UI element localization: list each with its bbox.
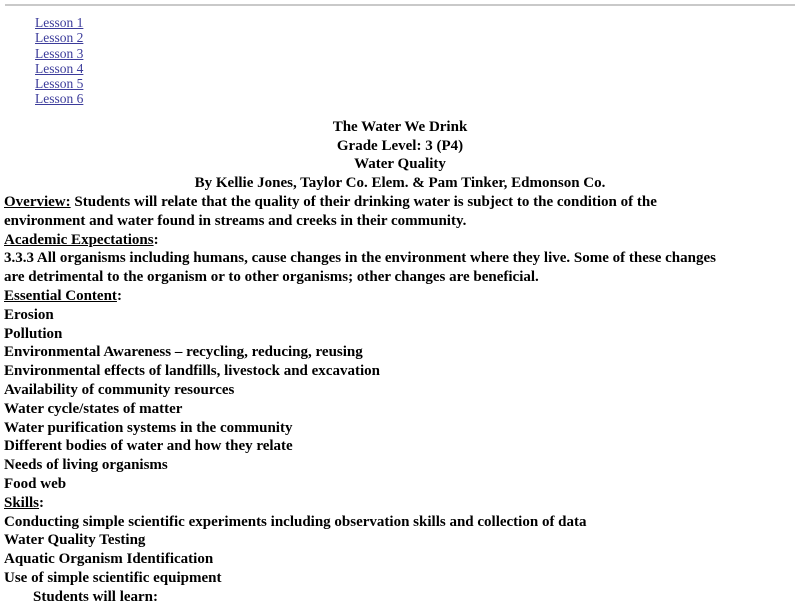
essential-content-item: Water cycle/states of matter (4, 400, 183, 417)
academic-expectations-label: Academic Expectations (4, 231, 154, 248)
essential-content-heading (0, 287, 800, 306)
doc-title: The Water We Drink (332, 118, 468, 135)
lesson-5-link[interactable]: Lesson 5 (35, 76, 84, 92)
academic-expectation-text-line: 3.3.3 All organisms including humans, cause changes in the environment where they live. Some of these changes (4, 250, 716, 267)
essential-content-item: Food web (4, 475, 67, 492)
byline: By Kellie Jones, Taylor Co. Elem. & Pam Tinker, Edmonson Co. (194, 175, 606, 192)
overview-text: Students will relate that the quality of their drinking water is subject to the condition of the (70, 193, 657, 210)
essential-content-item: Availability of community resources (4, 381, 235, 398)
grade-level: Grade Level: 3 (P4) (336, 137, 464, 154)
top-divider (5, 4, 795, 6)
lesson-6-link[interactable]: Lesson 6 (35, 91, 84, 107)
students-will-learn-line: Students will learn: (33, 588, 159, 605)
essential-content-item: Erosion (4, 306, 54, 323)
skills-heading (0, 494, 800, 513)
skills-item: Water Quality Testing (4, 532, 146, 549)
essential-content-item: Different bodies of water and how they relate (4, 438, 293, 455)
essential-content-item: Water purification systems in the community (4, 419, 293, 436)
essential-content-item: Pollution (4, 325, 63, 342)
essential-content-colon: : (116, 287, 122, 304)
lesson-plan-document (0, 118, 800, 607)
skills-label: Skills (4, 494, 40, 511)
overview-heading-line (0, 193, 800, 212)
essential-content-label: Essential Content (4, 287, 117, 304)
essential-content-item: Environmental effects of landfills, livestock and excavation (4, 363, 380, 380)
essential-content-item: Environmental Awareness – recycling, reducing, reusing (4, 344, 363, 361)
skills-colon: : (39, 494, 45, 511)
lesson-1-link[interactable]: Lesson 1 (35, 15, 84, 30)
skills-item: Aquatic Organism Identification (4, 551, 214, 568)
overview-text-line: environment and water found in streams and creeks in their community. (4, 212, 467, 229)
academic-expectation-text-line: are detrimental to the organism or to other organisms; other changes are beneficial. (4, 269, 539, 286)
lesson-3-link[interactable]: Lesson 3 (35, 45, 84, 61)
skills-item: Conducting simple scientific experiments including observation skills and collection of data (4, 513, 587, 530)
lesson-nav (0, 15, 800, 107)
subject-title: Water Quality (354, 156, 446, 173)
lesson-4-link[interactable]: Lesson 4 (35, 60, 84, 76)
skills-item: Use of simple scientific equipment (4, 569, 222, 586)
overview-label: Overview: (4, 193, 71, 210)
academic-expectations-heading (0, 231, 800, 250)
academic-expectations-colon: : (153, 231, 159, 248)
essential-content-item: Needs of living organisms (4, 457, 168, 474)
lesson-2-link[interactable]: Lesson 2 (35, 30, 84, 46)
